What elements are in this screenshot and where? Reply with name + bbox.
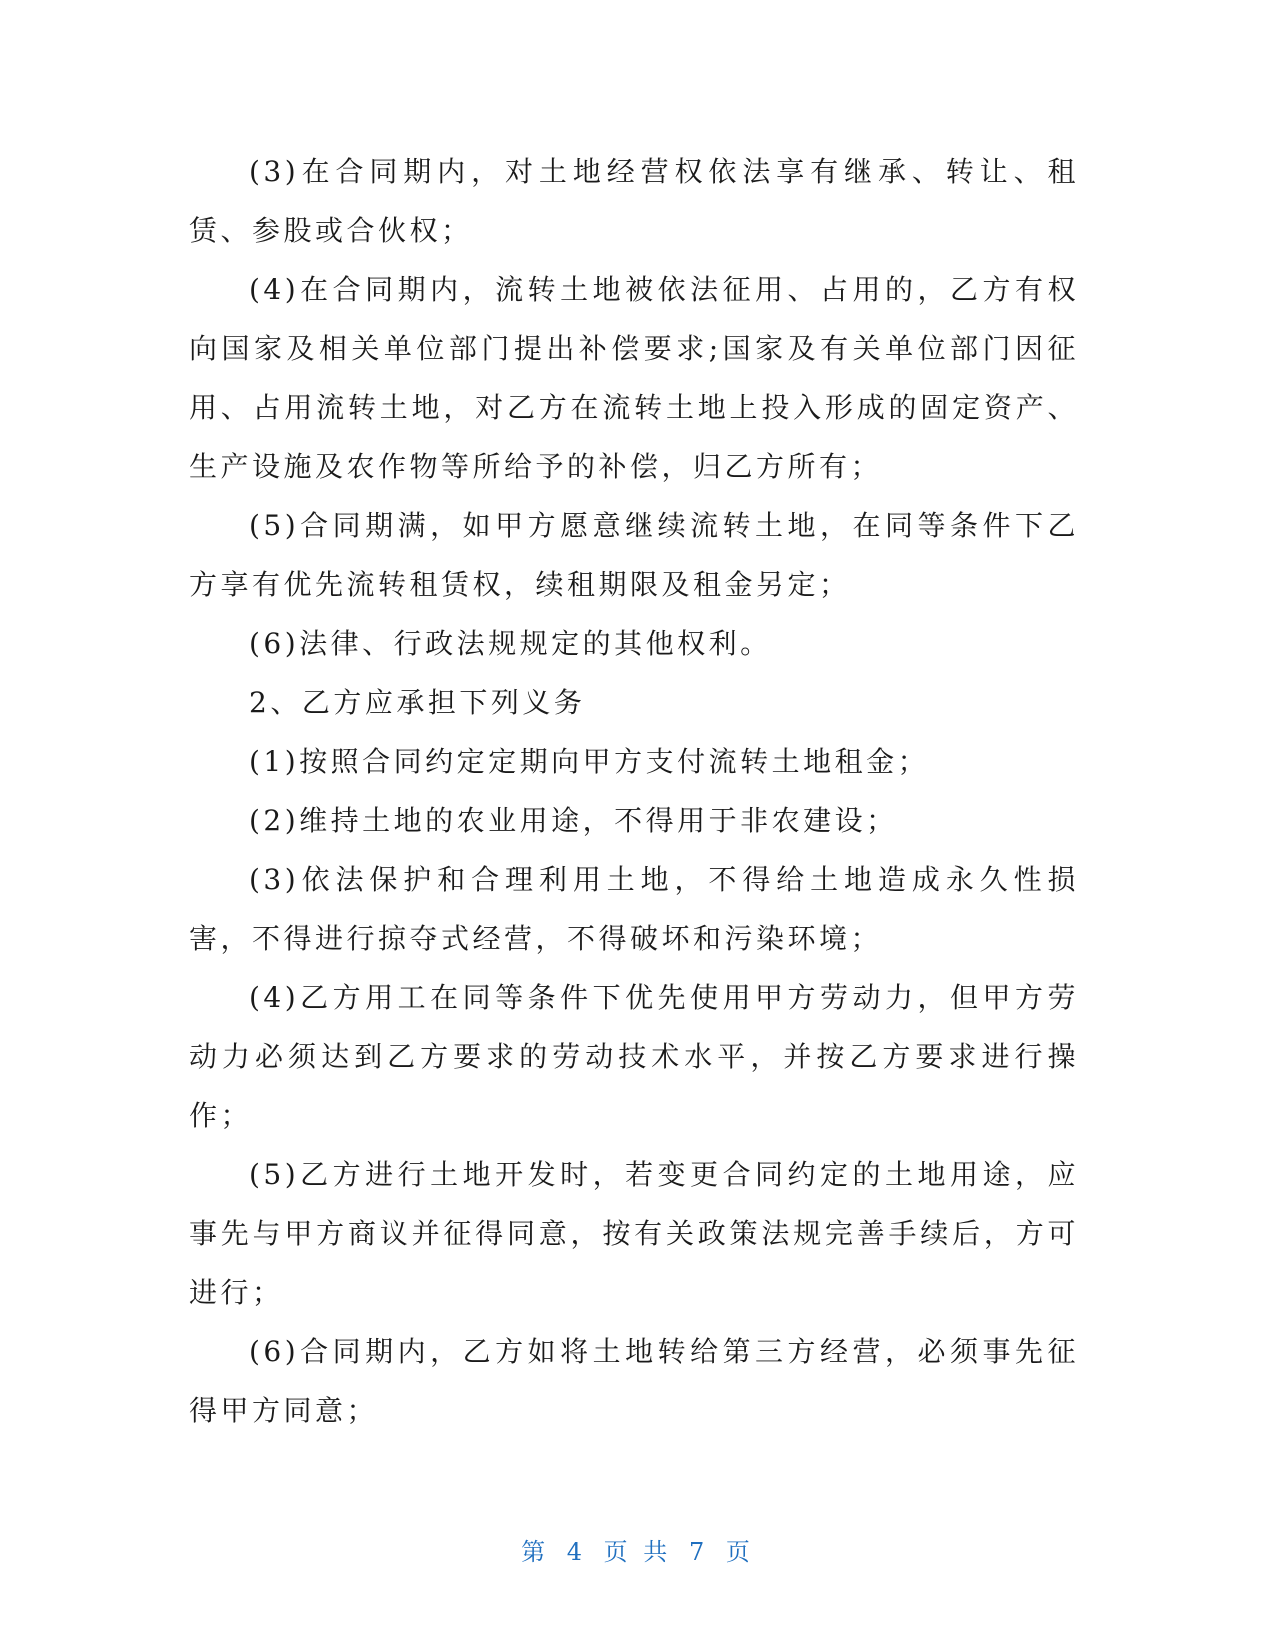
paragraph-right-3: (3)在合同期内，对土地经营权依法享有继承、转让、租赁、参股或合伙权； (189, 155, 1079, 247)
footer-current-page: 4 (566, 1538, 587, 1566)
page-footer (0, 1536, 1275, 1568)
paragraph-right-6: (6)法律、行政法规规定的其他权利。 (249, 627, 772, 660)
paragraph-obligation-1: (1)按照合同约定定期向甲方支付流转土地租金； (249, 745, 930, 778)
paragraph-right-5: (5)合同期满，如甲方愿意继续流转土地，在同等条件下乙方享有优先流转租赁权，续租期限及租金另定； (189, 509, 1079, 601)
paragraph-obligation-6: (6)合同期内，乙方如将土地转给第三方经营，必须事先征得甲方同意； (189, 1335, 1079, 1427)
paragraph-obligation-4: (4)乙方用工在同等条件下优先使用甲方劳动力，但甲方劳动力必须达到乙方要求的劳动技术水平，并按乙方要求进行操作； (189, 981, 1079, 1132)
paragraph-obligation-5: (5)乙方进行土地开发时，若变更合同约定的土地用途，应事先与甲方商议并征得同意，按有关政策法规完善手续后，方可进行； (189, 1158, 1079, 1309)
paragraph-right-4: (4)在合同期内，流转土地被依法征用、占用的，乙方有权向国家及相关单位部门提出补偿要求;国家及有关单位部门因征用、占用流转土地，对乙方在流转土地上投入形成的固定资产、生产设施及农作物等所给予的补偿，归乙方所有； (189, 273, 1079, 483)
footer-suffix: 页 (725, 1538, 754, 1566)
footer-total-pages: 7 (688, 1538, 709, 1566)
section-heading-obligations: 2、乙方应承担下列义务 (249, 686, 586, 719)
footer-middle: 页 共 (603, 1538, 672, 1566)
document-body (189, 142, 1079, 1440)
footer-prefix: 第 (521, 1538, 550, 1566)
paragraph-obligation-2: (2)维持土地的农业用途，不得用于非农建设； (249, 804, 898, 837)
paragraph-obligation-3: (3)依法保护和合理利用土地，不得给土地造成永久性损害，不得进行掠夺式经营，不得破坏和污染环境； (189, 863, 1079, 955)
